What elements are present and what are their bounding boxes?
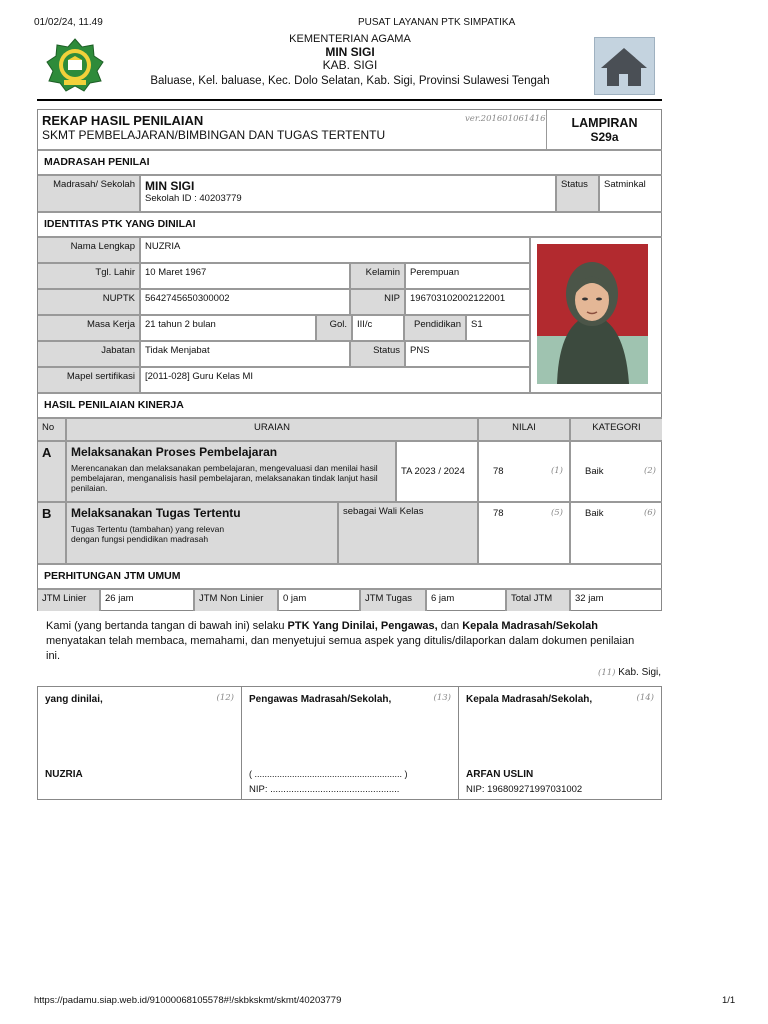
sig-ptk-ref: (12) — [216, 693, 234, 703]
ptk-photo — [537, 244, 648, 384]
print-date: 01/02/24, 11.49 — [34, 17, 103, 28]
row-a-nilai-ref: (1) — [550, 466, 563, 476]
header-district: KAB. SIGI — [322, 58, 378, 72]
jtm-total-label: Total JTM — [506, 589, 570, 611]
status-value: PNS — [405, 341, 530, 367]
pend-label: Pendidikan — [404, 315, 466, 341]
header-address: Baluase, Kel. baluase, Kec. Dolo Selatan, Kab. Sigi, Provinsi Sulawesi Tengah — [150, 75, 550, 87]
jtm-linier-value: 26 jam — [100, 589, 194, 611]
kelamin-label: Kelamin — [350, 263, 405, 289]
sig-pengawas-ref: (13) — [433, 693, 451, 703]
sig-kepala-role: Kepala Madrasah/Sekolah, — [466, 694, 593, 705]
ptk-photo-frame — [530, 237, 662, 393]
col-nilai: NILAI — [478, 418, 570, 441]
nuptk-value: 5642745650300002 — [140, 289, 350, 315]
nama-label: Nama Lengkap — [38, 237, 140, 263]
header-ministry: KEMENTERIAN AGAMA — [289, 33, 411, 45]
print-title: PUSAT LAYANAN PTK SIMPATIKA — [358, 17, 516, 28]
statement-p1: Kami (yang bertanda tangan di bawah ini) selaku — [46, 620, 288, 632]
lampiran-block — [546, 110, 662, 150]
nuptk-label: NUPTK — [38, 289, 140, 315]
jtm-tugas-value: 6 jam — [426, 589, 506, 611]
row-a-period: TA 2023 / 2024 — [396, 441, 478, 502]
row-b-nilai-ref: (5) — [550, 508, 563, 518]
row-a-no: A — [38, 441, 66, 502]
col-kategori: KATEGORI — [570, 418, 662, 441]
jtm-tugas-label: JTM Tugas — [360, 589, 426, 611]
row-b-nilai: 78 — [493, 508, 504, 519]
row-b-desc: Tugas Tertentu (tambahan) yang relevan dengan fungsi pendidikan madrasah — [71, 524, 225, 544]
gol-label: Gol. — [316, 315, 352, 341]
city: Kab. Sigi, — [618, 667, 662, 678]
print-url: https://padamu.siap.web.id/91000068105578#!/skbkskmt/skmt/40203779 — [34, 995, 342, 1006]
sig-pengawas-name: ( ........................................................... ) — [249, 769, 408, 779]
penilai-name: MIN SIGI — [145, 179, 195, 193]
penilai-label: Madrasah/ Sekolah — [38, 175, 140, 212]
doc-version: ver.201601061416 — [465, 114, 546, 124]
jtm-linier-label: JTM Linier — [38, 589, 100, 611]
jtm-nonlinier-value: 0 jam — [278, 589, 360, 611]
statement-p3: menyatakan telah membaca, memahami, dan menyetujui semua aspek yang ditulis/dilaporkan dalam dokumen penilaian ini. — [46, 635, 635, 662]
school-photo-placeholder — [594, 37, 655, 95]
section-identitas-ptk: IDENTITAS PTK YANG DINILAI — [38, 212, 662, 237]
row-b-no: B — [38, 502, 66, 564]
kelamin-value: Perempuan — [405, 263, 530, 289]
signature-ptk — [37, 686, 242, 800]
statement-p2: dan — [437, 620, 463, 632]
doc-subtitle: SKMT PEMBELAJARAN/BIMBINGAN DAN TUGAS TERTENTU — [42, 128, 386, 142]
masa-value: 21 tahun 2 bulan — [140, 315, 316, 341]
doc-title: REKAP HASIL PENILAIAN — [42, 113, 204, 128]
sig-kepala-nip: NIP: 196809271997031002 — [466, 784, 583, 795]
row-b-period: sebagai Wali Kelas — [338, 502, 478, 564]
sig-pengawas-nip: NIP: ................................................. — [249, 784, 400, 795]
house-icon — [595, 38, 654, 94]
nama-value: NUZRIA — [140, 237, 530, 263]
nip-label: NIP — [350, 289, 405, 315]
penilai-id-value: : 40203779 — [194, 193, 242, 204]
signature-kepala — [458, 686, 662, 800]
row-a-kategori-cell — [570, 441, 662, 502]
section-madrasah-penilai: MADRASAH PENILAI — [38, 150, 662, 175]
lahir-value: 10 Maret 1967 — [140, 263, 350, 289]
report-sheet — [37, 109, 662, 611]
row-b-nilai-cell — [478, 502, 570, 564]
ministry-logo — [46, 38, 104, 92]
row-a-kategori-ref: (2) — [643, 466, 656, 476]
penilai-status-value: Satminkal — [599, 175, 662, 212]
statement-b1: PTK Yang Dinilai, Pengawas, — [287, 620, 438, 632]
mapel-value: [2011-028] Guru Kelas MI — [140, 367, 530, 393]
section-jtm: PERHITUNGAN JTM UMUM — [38, 564, 662, 589]
city-ref: (11) — [598, 668, 616, 678]
col-no: No — [38, 418, 66, 441]
sig-kepala-name: ARFAN USLIN — [466, 769, 534, 780]
nip-value: 196703102002122001 — [405, 289, 530, 315]
penilai-status-label: Status — [556, 175, 599, 212]
row-a-nilai: 78 — [493, 466, 504, 477]
doc-title-block — [38, 110, 546, 150]
place-line — [598, 667, 661, 678]
sig-ptk-name: NUZRIA — [45, 769, 83, 780]
jabatan-label: Jabatan — [38, 341, 140, 367]
penilai-id-label: Sekolah ID — [145, 193, 192, 204]
row-b-kategori: Baik — [585, 508, 604, 519]
status-label: Status — [350, 341, 405, 367]
lahir-label: Tgl. Lahir — [38, 263, 140, 289]
row-a-title: Melaksanakan Proses Pembelajaran — [71, 445, 278, 459]
print-page: 1/1 — [722, 995, 736, 1006]
statement — [46, 619, 646, 664]
header-rule — [37, 99, 662, 101]
sig-kepala-ref: (14) — [636, 693, 654, 703]
sig-ptk-role: yang dinilai, — [45, 694, 103, 705]
mapel-label: Mapel sertifikasi — [38, 367, 140, 393]
row-b-kategori-cell — [570, 502, 662, 564]
jtm-total-value: 32 jam — [570, 589, 662, 611]
row-a-uraian — [66, 441, 396, 502]
row-a-kategori: Baik — [585, 466, 604, 477]
header-school: MIN SIGI — [325, 45, 375, 59]
sig-pengawas-role: Pengawas Madrasah/Sekolah, — [249, 694, 392, 705]
lampiran-code: S29a — [590, 130, 619, 144]
section-kinerja: HASIL PENILAIAN KINERJA — [38, 393, 662, 418]
col-uraian: URAIAN — [66, 418, 478, 441]
pend-value: S1 — [466, 315, 530, 341]
signature-pengawas — [241, 686, 459, 800]
statement-b2: Kepala Madrasah/Sekolah — [462, 620, 598, 632]
gol-value: III/c — [352, 315, 404, 341]
row-b-uraian — [66, 502, 338, 564]
row-a-nilai-cell — [478, 441, 570, 502]
jabatan-value: Tidak Menjabat — [140, 341, 350, 367]
lampiran-label: LAMPIRAN — [571, 116, 638, 130]
row-a-desc: Merencanakan dan melaksanakan pembelajaran, mengevaluasi dan menilai hasil pembelajaran, menganalisis hasil pembelajaran, melaksanakan tindak lanjut hasil penilaian. — [71, 463, 378, 493]
jtm-nonlinier-label: JTM Non Linier — [194, 589, 278, 611]
penilai-value — [140, 175, 556, 212]
row-b-title: Melaksanakan Tugas Tertentu — [71, 506, 241, 520]
row-b-kategori-ref: (6) — [643, 508, 656, 518]
masa-label: Masa Kerja — [38, 315, 140, 341]
